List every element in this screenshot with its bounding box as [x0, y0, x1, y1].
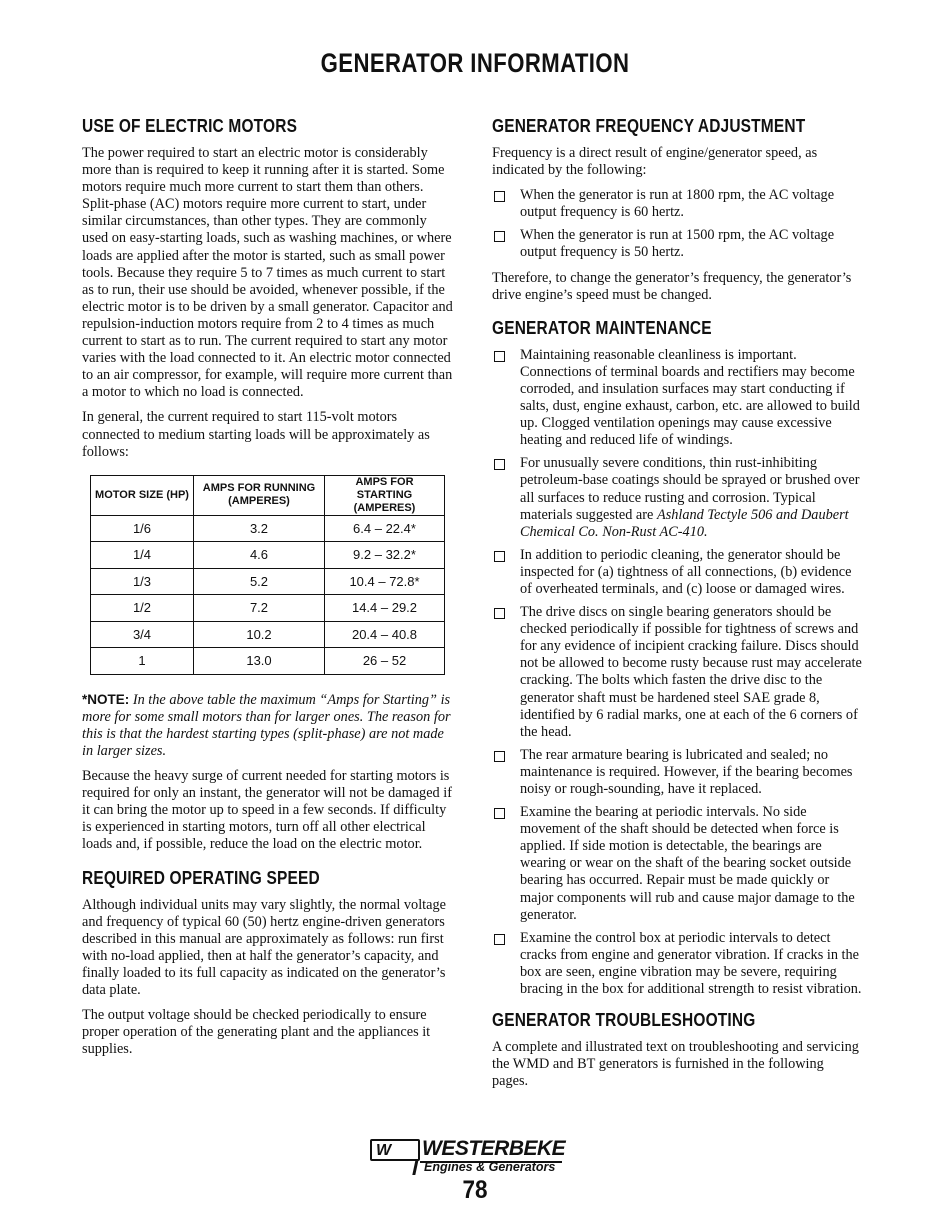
list-item [492, 804, 862, 924]
table-note [82, 691, 456, 760]
heading-troubleshooting: GENERATOR TROUBLESHOOTING [492, 1010, 756, 1031]
cell-amps-running: 10.2 [194, 621, 325, 648]
maintenance-list [492, 347, 862, 998]
checkbox-icon [494, 751, 505, 762]
cell-amps-running: 3.2 [194, 515, 325, 542]
page-number: 78 [462, 1176, 488, 1204]
list-item [492, 187, 862, 221]
note-text: In the above table the maximum “Amps for Starting” is more for some small motors than for larger ones. The reason for this is that the hardest starting types (split-phase) are not made in larger sizes. [82, 691, 451, 759]
list-item [492, 347, 862, 450]
left-column [82, 116, 456, 1066]
list-item-italic-text: Ashland Tectyle 506 and Daubert Chemical Co. Non-Rust AC-410. [520, 506, 849, 540]
westerbeke-logo [370, 1137, 570, 1177]
table-row [91, 568, 445, 595]
checkbox-icon [494, 808, 505, 819]
cell-motor-size: 1/2 [91, 595, 194, 622]
table-row [91, 621, 445, 648]
cell-amps-starting: 20.4 – 40.8 [325, 621, 445, 648]
list-item-text: When the generator is run at 1500 rpm, the AC voltage output frequency is 50 hertz. [520, 227, 835, 261]
table-row [91, 515, 445, 542]
list-item [492, 747, 862, 798]
list-item [492, 227, 862, 261]
cell-amps-starting: 9.2 – 32.2* [325, 542, 445, 569]
page-title: GENERATOR INFORMATION [320, 48, 630, 78]
list-item-text: Maintaining reasonable cleanliness is important. Connections of terminal boards and rectifiers may become corroded, and insulation surfaces may start conducting if salts, dust, engine exhaust, carbon, etc. are allowed to build up. Clogged ventilation openings may cause excessive heating and reduced life of windings. [520, 346, 860, 449]
electric-motors-paragraph-3: Because the heavy surge of current needed for starting motors is required for only an instant, the generator will not be damaged if it can bring the motor up to speed in a few seconds. If difficulty is experienced in starting motors, turn off all other electrical loads and, if possible, reduce the load on the electric motor. [82, 768, 453, 853]
list-item-text: The drive discs on single bearing generators should be checked periodically if possible for tightness of screws and for any evidence of incipient cracking failure. Discs should not be allowed to become rusty because rust may accelerate cracking. The bolts which fasten the drive disc to the generator shaft must be hardened steel SAE grade 8, identified by 6 radial marks, one at each of the 6 corners of the head. [520, 604, 862, 740]
cell-motor-size: 1 [91, 648, 194, 675]
electric-motors-paragraph-2: In general, the current required to start 115-volt motors connected to medium starting loads will be approximately as follows: [82, 409, 430, 460]
cell-amps-starting: 10.4 – 72.8* [325, 568, 445, 595]
checkbox-icon [494, 934, 505, 945]
list-item [492, 604, 862, 741]
cell-motor-size: 1/6 [91, 515, 194, 542]
heading-electric-motors: USE OF ELECTRIC MOTORS [82, 116, 298, 136]
cell-amps-running: 5.2 [194, 568, 325, 595]
list-item-text: For unusually severe conditions, thin rust-inhibiting petroleum-base coatings should be sprayed or brushed over all surfaces to reduce rusting and corrosion. Typical materials suggested are [520, 455, 860, 523]
cell-motor-size: 1/3 [91, 568, 194, 595]
cell-amps-running: 4.6 [194, 542, 325, 569]
logo-bar [412, 1159, 418, 1175]
list-item-text: Examine the bearing at periodic intervals. No side movement of the shaft should be detected when force is applied. If side motion is detectable, the bearings are wearing or wear on the shaft of the bearing socket outside bearing has occurred. Repair must be made quickly or major components will rub and cause major damage to the generator. [520, 804, 855, 923]
cell-amps-starting: 26 – 52 [325, 648, 445, 675]
list-item [492, 930, 862, 998]
table-row [91, 542, 445, 569]
checkbox-icon [494, 351, 505, 362]
heading-frequency-adjustment: GENERATOR FREQUENCY ADJUSTMENT [492, 116, 806, 136]
operating-speed-section [82, 868, 456, 1059]
logo-brand-name: WESTERBEKE [422, 1137, 566, 1160]
list-item [492, 455, 862, 540]
heading-operating-speed: REQUIRED OPERATING SPEED [82, 867, 320, 888]
cell-amps-running: 13.0 [194, 648, 325, 675]
cell-motor-size: 3/4 [91, 621, 194, 648]
header-amps-starting: AMPS FOR STARTING (AMPERES) [325, 475, 445, 515]
list-item-text: The rear armature bearing is lubricated and sealed; no maintenance is required. However, if the bearing becomes noisy or rough-sounding, have it replaced. [520, 746, 853, 797]
operating-speed-paragraph-1: Although individual units may vary slightly, the normal voltage and frequency of typical 60 (50) hertz engine-driven generators described in this manual are approximately as follows: run first with no-load applied, then at half the generator’s capacity, and finally loaded to its full capacity as indicated on the generator’s data plate. [82, 896, 446, 998]
checkbox-icon [494, 551, 505, 562]
list-item-text: When the generator is run at 1800 rpm, the AC voltage output frequency is 60 hertz. [520, 187, 835, 221]
cell-amps-running: 7.2 [194, 595, 325, 622]
header-amps-running: AMPS FOR RUNNING (AMPERES) [194, 475, 325, 515]
logo-mark-letter: W [376, 1142, 392, 1159]
cell-motor-size: 1/4 [91, 542, 194, 569]
checkbox-icon [494, 608, 505, 619]
checkbox-icon [494, 191, 505, 202]
checkbox-icon [494, 231, 505, 242]
logo-mark-icon [370, 1139, 420, 1161]
cell-amps-starting: 6.4 – 22.4* [325, 515, 445, 542]
table-header-row [91, 475, 445, 515]
checkbox-icon [494, 459, 505, 470]
list-item [492, 547, 862, 598]
troubleshooting-paragraph: A complete and illustrated text on troubleshooting and servicing the WMD and BT generators is furnished in the following pages. [492, 1039, 859, 1090]
electric-motors-paragraph-1: The power required to start an electric motor is considerably more than is required to keep it running after it is started. Some motors require much more current to start them than others. Split-phase (AC) motors require more current to start, under similar circumstances, than other types. They are commonly used on easy-starting loads, such as washing machines, or where loads are applied after the motor is started, such as small power tools. Because they require 5 to 7 times as much current to start as to run, their use should be avoided, whenever possible, if the electric motor is to be driven by a small generator. Capacitor and repulsion-induction motors require from 2 to 4 times as much current to start as to run. The current required to start any motor varies with the load connected to it. An electric motor connected to an air compressor, for example, will require more current than a motor to which no load is connected. [82, 145, 453, 401]
frequency-intro: Frequency is a direct result of engine/generator speed, as indicated by the following: [492, 145, 818, 179]
heading-maintenance: GENERATOR MAINTENANCE [492, 317, 712, 338]
motor-current-table [90, 475, 445, 675]
table-row [91, 648, 445, 675]
cell-amps-starting: 14.4 – 29.2 [325, 595, 445, 622]
list-item-text: Examine the control box at periodic intervals to detect cracks from engine and generator vibration. If cracks in the box are seen, engine vibration may be severe, requiring bracing in the box for additional strength to resist vibration. [520, 929, 862, 998]
list-item-text: In addition to periodic cleaning, the generator should be inspected for (a) tightness of all connections, (b) evidence of overheated terminals, and (c) loose or damaged wires. [520, 546, 852, 597]
right-column [492, 116, 862, 1098]
operating-speed-paragraph-2: The output voltage should be checked periodically to ensure proper operation of the generating plant and the appliances it supplies. [82, 1007, 431, 1058]
table-row [91, 595, 445, 622]
note-label: *NOTE: [82, 691, 130, 707]
frequency-list [492, 187, 862, 261]
logo-tagline: Engines & Generators [424, 1160, 556, 1174]
header-motor-size: MOTOR SIZE (HP) [91, 475, 194, 515]
frequency-outro: Therefore, to change the generator’s frequency, the generator’s drive engine’s speed must be changed. [492, 269, 852, 303]
